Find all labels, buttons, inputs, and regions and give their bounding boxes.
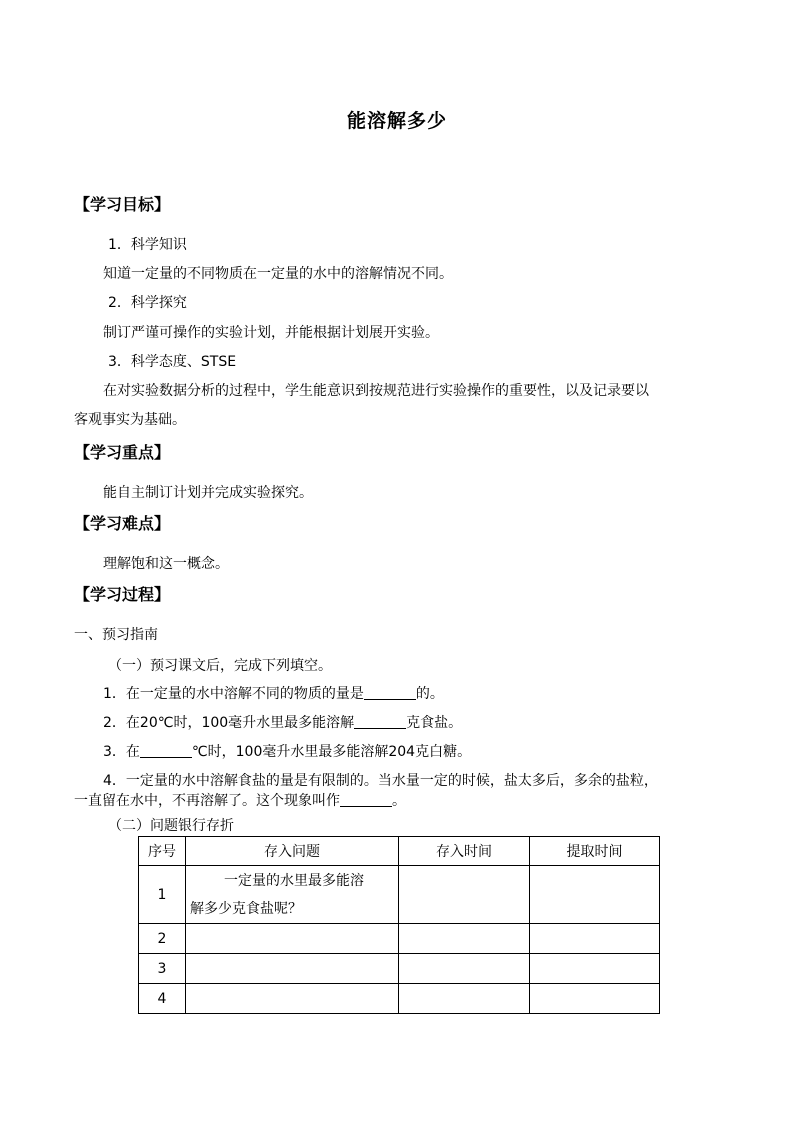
table-row: [139, 984, 660, 1014]
goal-3-text-line2: 客观事实为基础。: [74, 412, 186, 428]
fill-blank-3[interactable]: [140, 743, 192, 758]
question-line-1: 一定量的水里最多能溶: [224, 872, 364, 889]
goal-1-text: 知道一定量的不同物质在一定量的水中的溶解情况不同。: [103, 266, 453, 282]
fill-blank-2[interactable]: [354, 714, 406, 729]
section-1-title: 一、预习指南: [74, 627, 158, 643]
withdraw-time-cell[interactable]: [530, 954, 660, 984]
question-1-text-a: 1．在一定量的水中溶解不同的物质的量是: [103, 686, 364, 702]
question-cell[interactable]: [186, 954, 399, 984]
table-row: [139, 866, 660, 924]
goal-3-label: 3．科学态度、STSE: [108, 354, 237, 370]
question-bank-table: [138, 836, 660, 1014]
question-2: [103, 712, 462, 732]
goal-1-label: 1．科学知识: [108, 237, 187, 253]
question-2-text-a: 2．在20℃时，100毫升水里最多能溶解: [103, 715, 355, 731]
page-title: 能溶解多少: [346, 110, 447, 132]
header-deposit-time: 存入时间: [399, 837, 530, 866]
question-3-text-b: ℃时，100毫升水里最多能溶解204克白糖。: [191, 744, 472, 760]
question-2-text-b: 克食盐。: [406, 715, 463, 731]
question-cell[interactable]: [186, 924, 399, 954]
part-2-title: （二）问题银行存折: [108, 818, 234, 834]
deposit-time-cell[interactable]: [399, 954, 530, 984]
key-points-heading: 【学习重点】: [74, 443, 171, 462]
question-4-text-a: 一直留在水中，不再溶解了。这个现象叫作: [74, 793, 340, 809]
row-number: 2: [139, 924, 186, 954]
question-1-text-b: 的。: [415, 686, 444, 702]
question-cell[interactable]: [186, 866, 399, 924]
withdraw-time-cell[interactable]: [530, 924, 660, 954]
question-4-line1: 4．一定量的水中溶解食盐的量是有限制的。当水量一定的时候，盐太多后，多余的盐粒，: [103, 773, 658, 789]
withdraw-time-cell[interactable]: [530, 984, 660, 1014]
key-points-text: 能自主制订计划并完成实验探究。: [103, 485, 313, 501]
header-question: 存入问题: [186, 837, 399, 866]
goal-2-text: 制订严谨可操作的实验计划，并能根据计划展开实验。: [103, 325, 439, 341]
header-number: 序号: [139, 837, 186, 866]
header-withdraw-time: 提取时间: [530, 837, 660, 866]
difficulties-text: 理解饱和这一概念。: [103, 556, 229, 572]
table-row: [139, 954, 660, 984]
goal-3-text-line1: 在对实验数据分析的过程中，学生能意识到按规范进行实验操作的重要性，以及记录要以: [103, 383, 649, 399]
part-1-title: （一）预习课文后，完成下列填空。: [108, 658, 332, 674]
table-header-row: [139, 837, 660, 866]
deposit-time-cell[interactable]: [399, 984, 530, 1014]
row-number: 3: [139, 954, 186, 984]
deposit-time-cell[interactable]: [399, 866, 530, 924]
process-heading: 【学习过程】: [74, 585, 171, 604]
question-3: [103, 741, 471, 761]
question-4-text-b: 。: [392, 793, 406, 809]
question-cell[interactable]: [186, 984, 399, 1014]
question-4-line2: [74, 790, 406, 810]
deposit-time-cell[interactable]: [399, 924, 530, 954]
fill-blank-4[interactable]: [340, 792, 392, 807]
question-line-2: 解多少克食盐呢？: [190, 900, 302, 917]
row-number: 1: [139, 866, 186, 924]
goal-2-label: 2．科学探究: [108, 295, 187, 311]
question-3-text-a: 3．在: [103, 744, 140, 760]
row-number: 4: [139, 984, 186, 1014]
table-row: [139, 924, 660, 954]
difficulties-heading: 【学习难点】: [74, 514, 171, 533]
fill-blank-1[interactable]: [364, 685, 416, 700]
withdraw-time-cell[interactable]: [530, 866, 660, 924]
question-1: [103, 683, 444, 703]
goals-heading: 【学习目标】: [74, 195, 171, 214]
